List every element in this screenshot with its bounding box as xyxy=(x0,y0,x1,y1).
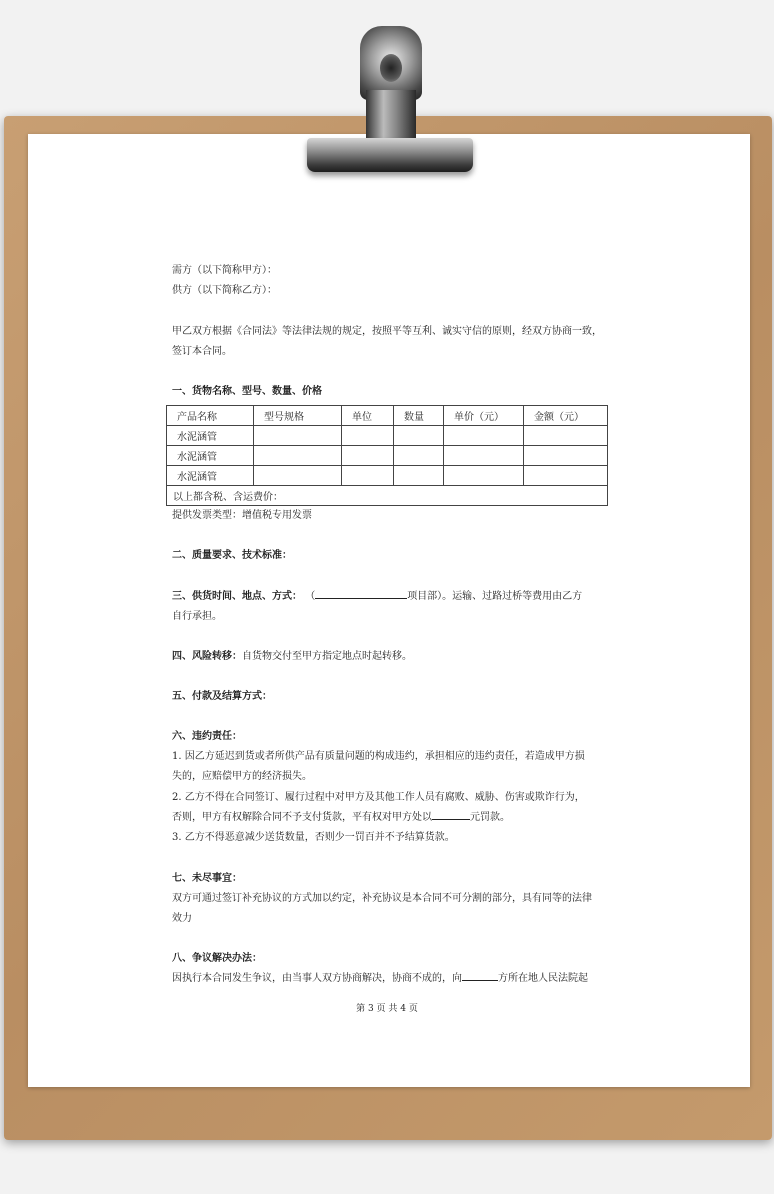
table-cell xyxy=(342,426,394,446)
goods-table xyxy=(166,405,608,506)
table-cell xyxy=(524,446,608,466)
section-6-item-3: 3. 乙方不得恶意减少送货数量，否则少一罚百并不予结算货款。 xyxy=(172,832,455,843)
seller-line: 供方（以下简称乙方）： xyxy=(172,285,277,296)
product-name-cell: 水泥涵管 xyxy=(167,466,254,486)
table-cell xyxy=(342,446,394,466)
section-4-text: 自货物交付至甲方指定地点时起转移。 xyxy=(242,651,412,662)
table-cell xyxy=(444,426,524,446)
section-7-line-1: 双方可通过签订补充协议的方式加以约定，补充协议是本合同不可分割的部分，具有同等的法律 xyxy=(172,893,592,904)
section-6-item-2c-text: 元罚款。 xyxy=(470,812,510,823)
table-cell xyxy=(444,446,524,466)
section-4-title: 四、风险转移： xyxy=(172,651,242,662)
section-7-title: 七、未尽事宜： xyxy=(172,873,242,884)
section-6-item-1a: 1. 因乙方延迟到货或者所供产品有质量问题的构成违约，承担相应的违约责任，若造成甲方损 xyxy=(172,751,585,762)
section-8-text-b: 方所在地人民法院起 xyxy=(498,973,588,984)
table-cell xyxy=(524,466,608,486)
section-8-text-a: 因执行本合同发生争议，由当事人双方协商解决，协商不成的，向 xyxy=(172,973,462,984)
table-header-row xyxy=(167,406,608,426)
clip-bar xyxy=(307,138,473,172)
product-name-cell: 水泥涵管 xyxy=(167,446,254,466)
table-note-row xyxy=(167,486,608,506)
section-6-title: 六、违约责任： xyxy=(172,731,242,742)
table-header-cell: 产品名称 xyxy=(167,406,254,426)
table-row xyxy=(167,426,608,446)
section-1-title: 一、货物名称、型号、数量、价格 xyxy=(172,386,322,397)
preamble-line-2: 签订本合同。 xyxy=(172,346,232,357)
section-6-item-2b-text: 否则，甲方有权解除合同不予支付货款，平有权对甲方处以 xyxy=(172,812,432,823)
table-cell xyxy=(342,466,394,486)
court-blank-field xyxy=(462,980,498,981)
table-cell xyxy=(394,446,444,466)
table-row xyxy=(167,446,608,466)
table-cell xyxy=(394,466,444,486)
table-note: 以上都含税、含运费价： xyxy=(167,486,608,506)
preamble-line-1: 甲乙双方根据《合同法》等法律法规的规定，按照平等互利、诚实守信的原则，经双方协商一致， xyxy=(172,326,602,337)
page-number: 第 3 页 共 4 页 xyxy=(356,1004,418,1014)
table-cell xyxy=(444,466,524,486)
table-row xyxy=(167,466,608,486)
section-3-open-paren: （ xyxy=(305,591,316,602)
section-4-line xyxy=(172,650,412,664)
section-6-item-1b: 失的，应赔偿甲方的经济损失。 xyxy=(172,771,312,782)
section-3-text: 项目部）。运输、过路过桥等费用由乙方 xyxy=(407,591,583,602)
clip-hole xyxy=(380,54,402,82)
table-cell xyxy=(254,446,342,466)
table-header-cell: 数量 xyxy=(394,406,444,426)
table-header-cell: 单价（元） xyxy=(444,406,524,426)
table-cell xyxy=(394,426,444,446)
product-name-cell: 水泥涵管 xyxy=(167,426,254,446)
section-6-item-2b xyxy=(172,811,510,825)
project-blank-field xyxy=(315,598,407,599)
section-6-item-2a: 2. 乙方不得在合同签订、履行过程中对甲方及其他工作人员有腐败、威胁、伤害或欺诈行为， xyxy=(172,792,585,803)
table-header-cell: 单位 xyxy=(342,406,394,426)
document-page xyxy=(28,134,750,1087)
section-8-line-1 xyxy=(172,972,588,986)
section-7-line-2: 效力 xyxy=(172,913,192,924)
section-3-line-1 xyxy=(172,590,582,604)
section-3-line-2: 自行承担。 xyxy=(172,611,222,622)
section-5-title: 五、付款及结算方式： xyxy=(172,691,272,702)
table-cell xyxy=(254,426,342,446)
penalty-blank-field xyxy=(432,819,470,820)
section-8-title: 八、争议解决办法： xyxy=(172,953,262,964)
table-header-cell: 型号规格 xyxy=(254,406,342,426)
section-2-title: 二、质量要求、技术标准： xyxy=(172,550,292,561)
invoice-type: 提供发票类型：增值税专用发票 xyxy=(172,510,312,521)
table-header-cell: 金额（元） xyxy=(524,406,608,426)
table-cell xyxy=(254,466,342,486)
section-3-title: 三、供货时间、地点、方式： xyxy=(172,591,302,602)
clip-neck xyxy=(366,90,416,142)
table-cell xyxy=(524,426,608,446)
buyer-line: 需方（以下简称甲方）： xyxy=(172,265,277,276)
